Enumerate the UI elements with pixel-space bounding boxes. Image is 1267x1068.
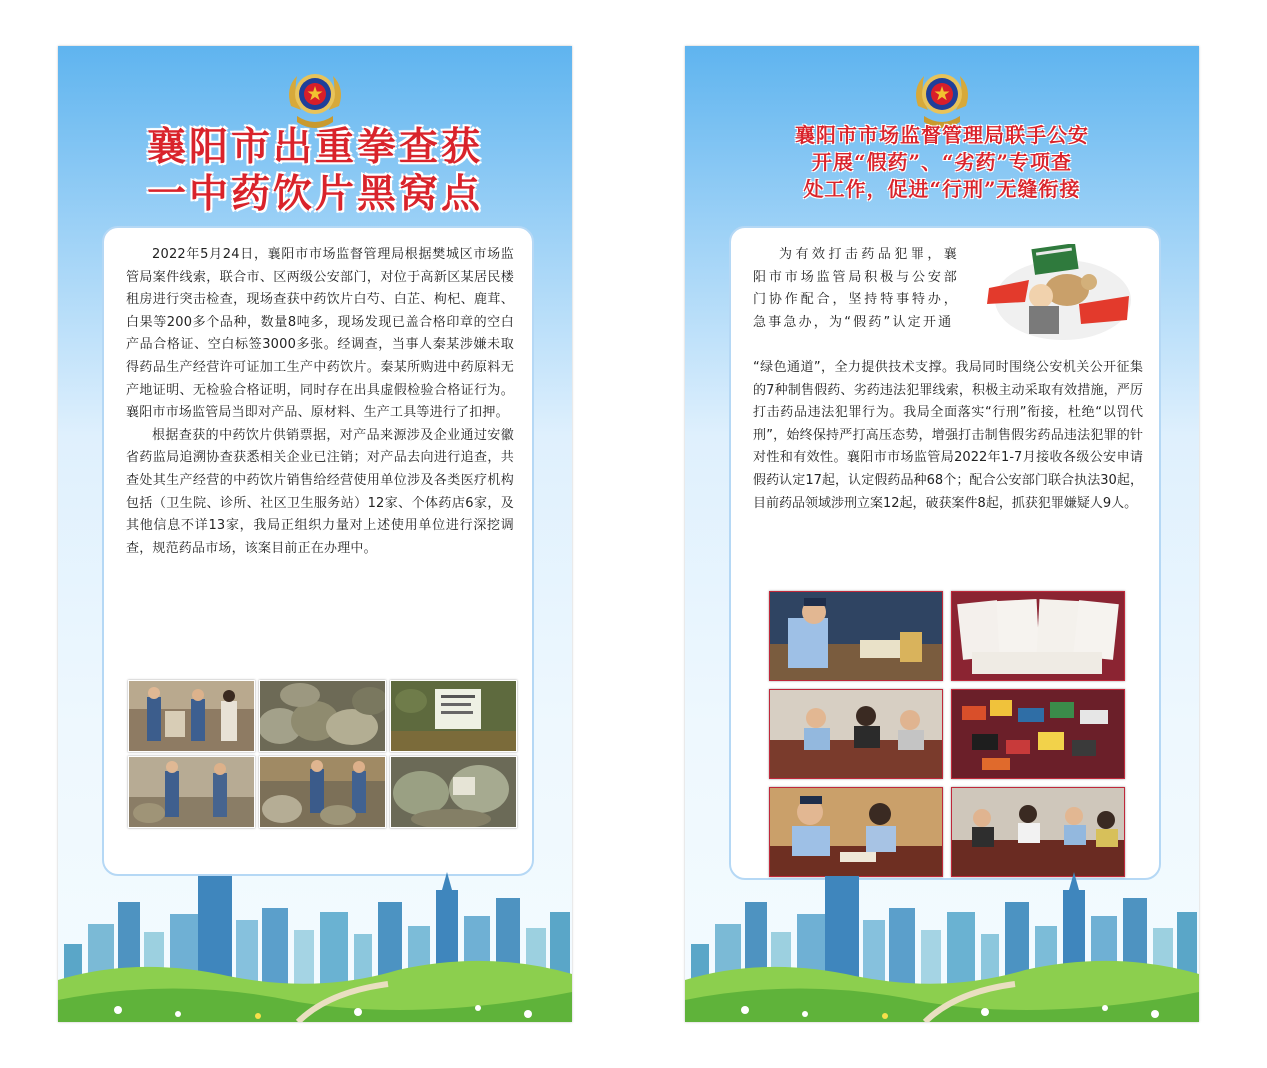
body-paragraph: “绿色通道”，全力提供技术支撑。我局同时围绕公安机关公开征集的7种制售假药、劣药违法犯罪线索，积极主动采取有效措施，严厉打击药品违法犯罪行为。我局全面落实“行刑”衔接，杜绝“以罚代刑”，始终保持严打高压态势，增强打击制售假劣药品违法犯罪的针对性和有效性。襄阳市市场监管局2022年1-7月接收各级公安申请假药认定17起，认定假药品种68个；配合公安部门联合执法30起，目前药品领域涉刑立案12起，破获案件8起，抓获犯罪嫌疑人9人。 [753, 360, 1143, 511]
paragraph-2: 根据查获的中药饮片供销票据，对产品来源涉及企业通过安徽省药监局追溯协查获悉相关企业已注销；对产品去向进行追查，共查处其生产经营的中药饮片销售给经营使用单位涉及各类医疗机构包括（卫生院、诊所、社区卫生服务站）12家、个体药店6家，及其他信息不详13家，我局正组织力量对上述使用单位进行深挖调查，规范药品市场，该案目前正在办理中。 [126, 427, 514, 556]
headline [703, 122, 1181, 203]
inspection-officers-photo [128, 680, 255, 752]
headline-line-1: 襄阳市出重拳查获 [146, 124, 483, 170]
herb-label-closeup-photo [390, 680, 517, 752]
joint-meeting-photo [951, 787, 1125, 877]
seized-drug-boxes-photo [951, 689, 1125, 779]
city-skyline-illustration [58, 872, 572, 1022]
intro-text [753, 244, 959, 334]
seized-herb-sacks-photo [259, 680, 386, 752]
right-banner [685, 46, 1199, 1022]
left-banner [58, 46, 572, 1022]
officers-meeting-table-photo [769, 689, 943, 779]
article-text [753, 357, 1143, 515]
headline-line-2: 开展“假药”、“劣药”专项查 [811, 150, 1072, 174]
headline [58, 124, 572, 218]
city-skyline-illustration [685, 872, 1199, 1022]
intro-paragraph: 为有效打击药品犯罪，襄阳市市场监管局积极与公安部门协作配合，坚持特事特办，急事急办，为“假药”认定开通 [753, 247, 959, 330]
officers-inspecting-sacks-photo [259, 756, 386, 828]
herb-packages-photo [390, 756, 517, 828]
headline-line-2: 一中药饮片黑窝点 [146, 171, 483, 217]
officer-checking-goods-photo [128, 756, 255, 828]
case-documents-photo [951, 591, 1125, 681]
headline-line-1: 襄阳市市场监督管理局联手公安 [795, 123, 1089, 147]
paragraph-1: 2022年5月24日，襄阳市市场监督管理局根据樊城区市场监管局案件线索，联合市、区两级公安部门，对位于高新区某居民楼租房进行突击检查，现场查获中药饮片白芍、白芷、枸杞、鹿茸、白果等200多个品种，数量8吨多，现场发现已盖合格印章的空白产品合格证、空白标签3000多张。经调查，当事人秦某涉嫌未取得药品生产经营许可证加工生产中药饮片。秦某所购进中药原料无产地证明、无检验合格证明，同时存在出具虚假检验合格证行为。襄阳市市场监管局当即对产品、原材料、生产工具等进行了扣押。 [126, 247, 514, 421]
headline-line-3: 处工作，促进“行刑”无缝衔接 [803, 177, 1081, 201]
officer-signing-photo [769, 787, 943, 877]
article-panel [102, 226, 534, 876]
article-panel [729, 226, 1161, 880]
officer-reviewing-documents-photo [769, 591, 943, 681]
crackdown-cartoon-illustration [979, 244, 1139, 344]
article-text [126, 244, 514, 560]
